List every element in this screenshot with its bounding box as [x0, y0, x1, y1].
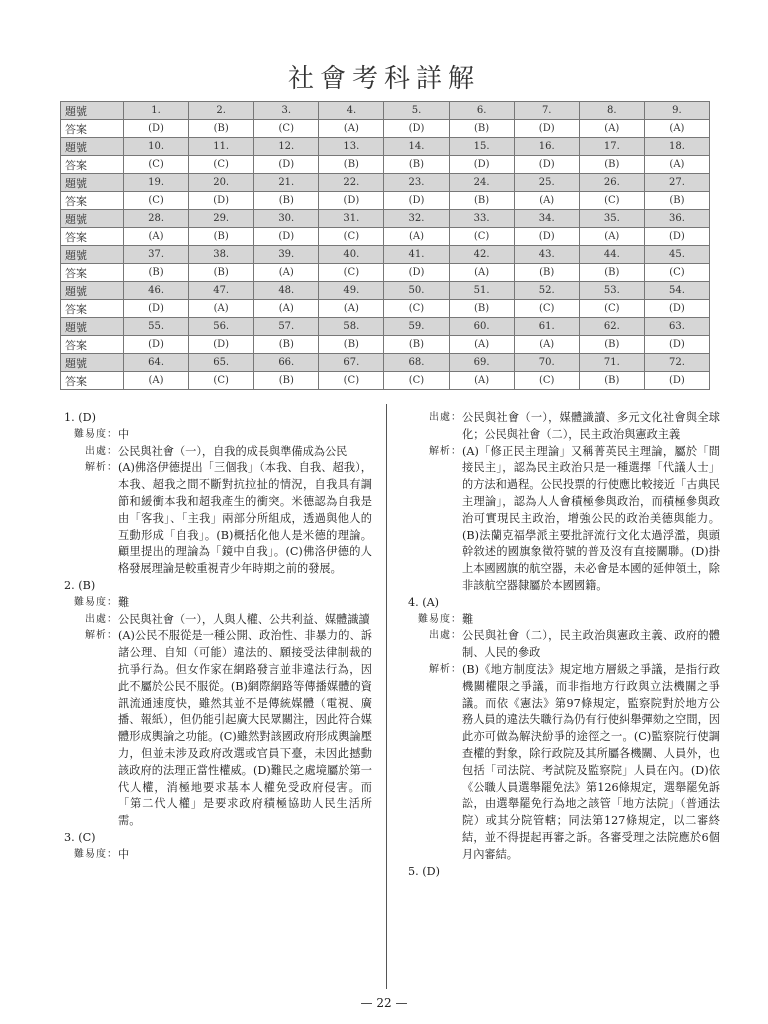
- question-number: 2. (B): [64, 578, 96, 592]
- right-column: [404, 410, 720, 880]
- answer-cell: (B): [449, 192, 514, 210]
- row-label: 題號: [61, 246, 124, 264]
- answer-cell: (C): [579, 300, 644, 318]
- question-number-cell: 23.: [384, 174, 449, 192]
- answer-cell: (A): [319, 120, 384, 138]
- answer-cell: (C): [319, 264, 384, 282]
- answer-cell: (D): [189, 192, 254, 210]
- analysis-text: (A)公民不服從是一種公開、政治性、非暴力的、訴諸公理、自知（可能）違法的、願接受法律制裁的抗爭行為。但女作家在網路發言並非違法行為，因此不屬於公民不服從。(B)網際網路等傳播媒體的資訊流通速度快，雖然其並不是傳統媒體（電視、廣播、報紙），但仍能引起廣大民眾關注，因此符合媒體形成輿論之功能。(C)雖然對該國政府形成輿論壓力，但並未涉及政府改選或官員下臺，未因此撼動該政府的法理正當性權威。(D)難民之處境屬於第一代人權，消極地要求基本人權免受政府侵害。而「第二代人權」是要求政府積極協助人民生活所需。: [118, 629, 372, 828]
- question-number-cell: 34.: [514, 210, 579, 228]
- analysis-text: (A)「修正民主理論」又稱菁英民主理論，屬於「間接民主」，認為民主政治只是一種選擇「代議人士」的方法和過程。公民投票的行使應比較接近「古典民主理論」，認為人人會積極參與政治，而積極參與政治可實現民主政治，增強公民的政治美德與能力。(B)法蘭克福學派主要批評流行文化太過浮濫，與頭幹敘述的國旗象徵符號的普及沒有直接關聯。(D)掛上本國國旗的航空器，未必會是本國的延伸領土，除非該航空器隸屬於本國國籍。: [462, 444, 720, 592]
- answer-cell: (C): [124, 156, 189, 174]
- answer-cell: (C): [189, 156, 254, 174]
- difficulty-label: 難易度：: [74, 428, 118, 440]
- question-number-cell: 57.: [254, 318, 319, 336]
- answer-cell: (D): [124, 336, 189, 354]
- question-number-cell: 10.: [124, 138, 189, 156]
- question-number: 1. (D): [64, 411, 96, 424]
- question-number-cell: 38.: [189, 246, 254, 264]
- question-number-cell: 22.: [319, 174, 384, 192]
- question-number-cell: 43.: [514, 246, 579, 264]
- question-number-row: [61, 102, 710, 120]
- answer-row: [61, 264, 710, 282]
- difficulty-label: 難易度：: [418, 613, 462, 625]
- question-number-cell: 2.: [189, 102, 254, 120]
- answer-cell: (B): [449, 300, 514, 318]
- row-label: 題號: [61, 210, 124, 228]
- analysis-label: 解析：: [85, 630, 118, 642]
- page-number: — 22 —: [360, 996, 408, 1010]
- question-number-cell: 8.: [579, 102, 644, 120]
- answer-cell: (A): [579, 120, 644, 138]
- answer-cell: (B): [189, 264, 254, 282]
- answer-cell: (C): [449, 228, 514, 246]
- answer-cell: (B): [254, 336, 319, 354]
- question-5: [404, 864, 720, 881]
- question-number-cell: 9.: [644, 102, 709, 120]
- question-number-cell: 71.: [579, 354, 644, 372]
- answer-cell: (D): [124, 120, 189, 138]
- question-2-continued: [404, 410, 720, 595]
- question-number-cell: 65.: [189, 354, 254, 372]
- answer-cell: (B): [189, 120, 254, 138]
- answer-cell: (D): [514, 228, 579, 246]
- answer-cell: (B): [384, 336, 449, 354]
- analysis-text: (B)《地方制度法》規定地方層級之爭議，是指行政機關權限之爭議，而非指地方行政與立法機關之爭議。而依《憲法》第97條規定，監察院對於地方公務人員的違法失職行為仍有行使糾舉彈劾之空間，因此亦可做為解決紛爭的途徑之一。(C)監察院行使調查權的對象，除行政院及其所屬各機關、人員外，也包括「司法院、考試院及監察院」人員在內。(D)依《公職人員選舉罷免法》第126條規定，選舉罷免訴訟，由選舉罷免行為地之該管「地方法院」（普通法院）或其分院管轄；同法第127條規定，以二審終結，並不得提起再審之訴。各審受理之法院應於6個月內審結。: [462, 662, 720, 861]
- question-number-cell: 62.: [579, 318, 644, 336]
- question-number: 4. (A): [408, 595, 440, 609]
- question-number-cell: 45.: [644, 246, 709, 264]
- question-number-cell: 26.: [579, 174, 644, 192]
- answer-cell: (C): [514, 372, 579, 390]
- answer-cell: (C): [189, 372, 254, 390]
- question-number-cell: 68.: [384, 354, 449, 372]
- answer-cell: (D): [449, 156, 514, 174]
- question-number-cell: 21.: [254, 174, 319, 192]
- answer-cell: (D): [189, 336, 254, 354]
- source-label: 出處：: [85, 445, 118, 457]
- row-label: 題號: [61, 354, 124, 372]
- row-label: 答案: [61, 372, 124, 390]
- question-number-cell: 25.: [514, 174, 579, 192]
- answer-row: [61, 228, 710, 246]
- question-number-cell: 49.: [319, 282, 384, 300]
- row-label: 答案: [61, 156, 124, 174]
- question-number-cell: 33.: [449, 210, 514, 228]
- question-number-cell: 40.: [319, 246, 384, 264]
- row-label: 答案: [61, 120, 124, 138]
- answer-cell: (D): [384, 120, 449, 138]
- answer-cell: (B): [579, 336, 644, 354]
- answer-cell: (A): [124, 228, 189, 246]
- answer-cell: (D): [254, 228, 319, 246]
- row-label: 題號: [61, 138, 124, 156]
- answer-cell: (A): [449, 372, 514, 390]
- difficulty-value: 中: [118, 427, 130, 441]
- question-number-cell: 60.: [449, 318, 514, 336]
- question-number-cell: 35.: [579, 210, 644, 228]
- source-text: 公民與社會（二），民主政治與憲政主義、政府的體制、人民的參政: [462, 629, 720, 660]
- question-number-cell: 66.: [254, 354, 319, 372]
- answer-cell: (C): [384, 372, 449, 390]
- row-label: 題號: [61, 282, 124, 300]
- answer-cell: (D): [514, 120, 579, 138]
- answer-cell: (B): [319, 336, 384, 354]
- answer-cell: (D): [644, 372, 709, 390]
- question-number-cell: 19.: [124, 174, 189, 192]
- answer-cell: (D): [319, 192, 384, 210]
- question-number-cell: 32.: [384, 210, 449, 228]
- question-number-cell: 53.: [579, 282, 644, 300]
- answer-cell: (A): [384, 228, 449, 246]
- answer-table: [60, 101, 710, 390]
- left-column: [60, 410, 372, 864]
- question-number-cell: 12.: [254, 138, 319, 156]
- answer-cell: (A): [189, 300, 254, 318]
- answer-cell: (B): [254, 192, 319, 210]
- source-label: 出處：: [429, 412, 462, 423]
- answer-cell: (A): [514, 336, 579, 354]
- answer-cell: (D): [644, 228, 709, 246]
- answer-cell: (C): [254, 120, 319, 138]
- analysis-label: 解析：: [429, 445, 462, 457]
- answer-cell: (D): [384, 192, 449, 210]
- question-number-cell: 59.: [384, 318, 449, 336]
- answer-cell: (B): [579, 372, 644, 390]
- question-number: 3. (C): [64, 830, 96, 844]
- answer-row: [61, 192, 710, 210]
- answer-cell: (A): [514, 192, 579, 210]
- question-number-cell: 36.: [644, 210, 709, 228]
- question-4: [404, 595, 720, 864]
- answer-cell: (D): [254, 156, 319, 174]
- answer-cell: (B): [514, 264, 579, 282]
- question-number-row: [61, 282, 710, 300]
- answer-cell: (D): [514, 156, 579, 174]
- answer-cell: (D): [644, 336, 709, 354]
- source-label: 出處：: [85, 613, 118, 625]
- difficulty-value: 難: [462, 612, 474, 626]
- question-number-cell: 15.: [449, 138, 514, 156]
- page-title: 社會考科詳解: [287, 64, 480, 94]
- question-number-cell: 47.: [189, 282, 254, 300]
- question-number-cell: 30.: [254, 210, 319, 228]
- answer-cell: (D): [644, 300, 709, 318]
- question-number-cell: 3.: [254, 102, 319, 120]
- answer-cell: (C): [644, 264, 709, 282]
- question-number-cell: 16.: [514, 138, 579, 156]
- question-number-cell: 14.: [384, 138, 449, 156]
- question-number-cell: 48.: [254, 282, 319, 300]
- question-number-cell: 7.: [514, 102, 579, 120]
- answer-cell: (A): [644, 156, 709, 174]
- question-number-row: [61, 354, 710, 372]
- question-number-row: [61, 318, 710, 336]
- answer-cell: (A): [644, 120, 709, 138]
- answer-cell: (C): [579, 192, 644, 210]
- question-number-cell: 72.: [644, 354, 709, 372]
- answer-cell: (B): [449, 120, 514, 138]
- question-number-cell: 20.: [189, 174, 254, 192]
- difficulty-value: 難: [118, 595, 130, 609]
- row-label: 題號: [61, 174, 124, 192]
- question-number-cell: 67.: [319, 354, 384, 372]
- answer-cell: (B): [254, 372, 319, 390]
- question-number-cell: 39.: [254, 246, 319, 264]
- answer-cell: (B): [579, 264, 644, 282]
- answer-cell: (A): [319, 300, 384, 318]
- question-number-cell: 70.: [514, 354, 579, 372]
- answer-cell: (B): [124, 264, 189, 282]
- answer-row: [61, 372, 710, 390]
- answer-cell: (A): [579, 228, 644, 246]
- answer-cell: (B): [189, 228, 254, 246]
- row-label: 答案: [61, 192, 124, 210]
- question-number-cell: 27.: [644, 174, 709, 192]
- question-number-cell: 56.: [189, 318, 254, 336]
- answer-cell: (D): [124, 300, 189, 318]
- answer-cell: (C): [514, 300, 579, 318]
- answer-row: [61, 120, 710, 138]
- analysis-label: 解析：: [429, 663, 462, 675]
- answer-cell: (B): [644, 192, 709, 210]
- question-number-row: [61, 246, 710, 264]
- question-number-cell: 1.: [124, 102, 189, 120]
- answer-cell: (A): [254, 264, 319, 282]
- answer-cell: (A): [449, 264, 514, 282]
- column-divider: [386, 404, 387, 989]
- answer-cell: (B): [579, 156, 644, 174]
- answer-cell: (C): [319, 372, 384, 390]
- question-number-cell: 13.: [319, 138, 384, 156]
- row-label: 題號: [61, 102, 124, 120]
- answer-cell: (C): [124, 192, 189, 210]
- difficulty-value: 中: [118, 847, 130, 861]
- question-number-cell: 42.: [449, 246, 514, 264]
- question-number: 5. (D): [408, 864, 440, 878]
- question-number-cell: 52.: [514, 282, 579, 300]
- question-number-cell: 24.: [449, 174, 514, 192]
- answer-cell: (B): [384, 156, 449, 174]
- question-number-cell: 37.: [124, 246, 189, 264]
- analysis-text: (A)佛洛伊德提出「三個我」（本我、自我、超我），本我、超我之間不斷對抗拉扯的情況，自我具有調節和緩衝本我和超我產生的衝突。米德認為自我是由「客我」、「主我」兩部分所組成，透過與他人的互動形成「自我」。(B)概括化他人是米德的理論。顧里提出的理論為「鏡中自我」。(C)佛洛伊德的人格發展理論是較重視青少年時期之前的發展。: [118, 461, 372, 576]
- question-2: [60, 578, 372, 830]
- question-number-row: [61, 138, 710, 156]
- question-number-cell: 54.: [644, 282, 709, 300]
- question-number-cell: 69.: [449, 354, 514, 372]
- row-label: 答案: [61, 336, 124, 354]
- question-number-cell: 31.: [319, 210, 384, 228]
- row-label: 答案: [61, 264, 124, 282]
- row-label: 答案: [61, 228, 124, 246]
- question-number-cell: 46.: [124, 282, 189, 300]
- question-number-row: [61, 210, 710, 228]
- question-number-cell: 29.: [189, 210, 254, 228]
- question-number-cell: 55.: [124, 318, 189, 336]
- question-number-cell: 64.: [124, 354, 189, 372]
- answer-cell: (C): [384, 300, 449, 318]
- source-text: 公民與社會（一），人與人權、公共利益、媒體識讀: [118, 612, 370, 626]
- answer-cell: (A): [449, 336, 514, 354]
- source-text: 公民與社會（一），媒體識讀、多元文化社會與全球化；公民與社會（二），民主政治與憲政主義: [462, 411, 720, 441]
- source-text: 公民與社會（一），自我的成長與準備成為公民: [118, 444, 348, 458]
- question-number-cell: 6.: [449, 102, 514, 120]
- analysis-label: 解析：: [85, 462, 118, 474]
- question-number-cell: 5.: [384, 102, 449, 120]
- answer-cell: (D): [384, 264, 449, 282]
- question-number-cell: 18.: [644, 138, 709, 156]
- question-number-cell: 17.: [579, 138, 644, 156]
- question-number-cell: 4.: [319, 102, 384, 120]
- difficulty-label: 難易度：: [74, 596, 118, 608]
- question-1: [60, 410, 372, 578]
- difficulty-label: 難易度：: [74, 848, 118, 860]
- question-number-cell: 63.: [644, 318, 709, 336]
- answer-row: [61, 156, 710, 174]
- answer-row: [61, 336, 710, 354]
- question-number-cell: 61.: [514, 318, 579, 336]
- question-number-cell: 41.: [384, 246, 449, 264]
- question-number-cell: 58.: [319, 318, 384, 336]
- row-label: 題號: [61, 318, 124, 336]
- answer-cell: (B): [319, 156, 384, 174]
- answer-cell: (A): [124, 372, 189, 390]
- question-3: [60, 830, 372, 864]
- question-number-cell: 50.: [384, 282, 449, 300]
- answer-cell: (A): [254, 300, 319, 318]
- answer-cell: (C): [319, 228, 384, 246]
- source-label: 出處：: [429, 630, 462, 642]
- question-number-row: [61, 174, 710, 192]
- question-number-cell: 28.: [124, 210, 189, 228]
- question-number-cell: 44.: [579, 246, 644, 264]
- question-number-cell: 51.: [449, 282, 514, 300]
- question-number-cell: 11.: [189, 138, 254, 156]
- answer-row: [61, 300, 710, 318]
- row-label: 答案: [61, 300, 124, 318]
